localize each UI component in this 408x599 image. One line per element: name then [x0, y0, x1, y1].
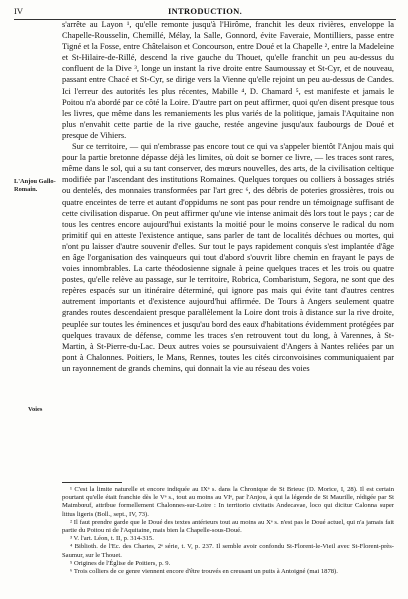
footnote: ⁴ Biblioth. de l'Ec. des Chartes, 2ᵉ série, t. V, p. 237. Il semble avoir confondu St-Florent-le-Vieil avec St-Florent-près-Saumur, sur le Thouet. — [62, 543, 394, 559]
body-text — [62, 19, 394, 374]
margin-note-anjou: L'Anjou Gallo-Romain. — [14, 178, 56, 193]
footnotes — [62, 486, 394, 576]
footnote: ⁶ Trois colliers de ce genre viennent encore d'être trouvés en creusant un puits à Antoigné (mai 1878). — [70, 568, 338, 576]
paragraph: s'arrête au Layon ¹, qu'elle remonte jusqu'à l'Hirôme, franchit les deux rivières, enveloppe la Chapelle-Rousselin, Chemillé, Mélay, la Salle, Gonnord, évite Faveraie, Montilliers, passe entre Tigné et la Fosse, entre Châtelaison et Concourson, entre Doué et la Chapelle ², entre la Madeleine et St-Hilaire-de-Rillé, descend la rive gauche du Thouet, qu'elle franchit un peu au-dessus du confluent de la Dive ³, longe un instant la rive droite entre Saumoussay et St-Cyr, et de nouveau, passant entre Chacé et St-Cyr, se dirige vers la Vienne qu'elle rejoint un peu au-dessus de Candes. Ici l'erreur des autorités les plus récentes, Mabille ⁴, D. Chamard ⁵, est manifeste et jamais le Poitou n'a abordé par ce côté la Loire. D'autre part on peut affirmer, quoi qu'en disent presque tous les livres, que même dans les remaniements les plus variés de la politique, jamais l'Aquitaine non plus n'envahit cette partie de la rive gauche, restée angevine jusqu'aux faubourgs de Doué et presque de Vihiers. — [62, 20, 394, 140]
footnote: ³ V. l'art. Léon, t. II, p. 314-315. — [70, 535, 154, 543]
paragraph: Sur ce territoire, — qui n'embrasse pas encore tout ce qui va s'appeler bientôt l'Anjou mais qui pour la partie bretonne dépasse déjà les limites, où doit se borner ce livre, — les traces sont rares, même dans le sol, qui a su tant conserver, des mœurs nouvelles, des arts, de la civilisation celtique modifiée par l'ascendant des institutions Romaines. Quelques torques ou colliers à bossages striés ou dentelés, des monnaies transformées par l'art grec ⁶, des débris de poteries grossières, trois ou quatre enceintes de terre et autant d'oppidums ne sont pas pour rendre un témoignage suffisant de cette civilisation disparue. On peut affirmer qu'une vie intense animait dès lors tout le pays ; car de tous les centres encore aujourd'hui existants la moitié pour le moins conserve le radical du nom primitif qui en atteste l'existence antique, sans parler de tant de localités déchues ou mortes, qui n'ont pu laisser d'autre souvenir d'elles. Sur tout le pays rapidement conquis s'est implantée d'âge en âge l'organisation des vainqueurs qui tout d'abord s'ouvrit libre chemin en frayant le pays de voies innombrables. La carte théodosienne signale à peine quelques traces et les trois ou quatre postes, qu'elle relève au passage, sur le territoire, Robrica, Combaristum, Segora, ne sont que des repères espacés sur un itinéraire déterminé, qui ignore pas mais qui évite tant d'autres centres autrement importants et d'existence aujourd'hui affirmée. De Tours à Angers seulement quatre grandes routes descendaient presque parallèlement la Loire dont trois à distance sur la rive droite, peuplée sur toutes les éminences et jusqu'au bord des eaux d'habitations évidemment protégées par quelques travaux de défense, comme les traces s'en retrouvent tout du long, à Varennes, à St-Martin, à St-Pierre-du-Lac. Deux autres voies se poursuivaient d'Angers à Nantes reliées par un pont à Chalonnes. Poitiers, le Mans, Rennes, toutes les cités circonvoisines communiquaient par un rayonnement de grands chemins, qui donnait la vie au réseau des voies — [62, 142, 394, 373]
footnote: ¹ C'est la limite naturelle et encore indiquée au IXᵉ s. dans la Chronique de St Brieuc (D. Morice, I, 28). Il est certain pourtant qu'elle était franchie dès le Vᵉ s., tout au moins au VIᵉ, par l'Anjou, à qui la légende de St Maurille, rédigée par St Maimbœuf, attribue formellement Chalonnes-sur-Loire : In territorio civitatis Andecavae, loco qui dicitur Calonna super littus ligeris (Boll., sept., IV, 73). — [62, 486, 394, 518]
page-header — [14, 6, 396, 20]
running-title: INTRODUCTION. — [167, 6, 243, 16]
footnote-rule — [62, 482, 122, 483]
page-number: IV — [14, 6, 23, 16]
footnote: ⁵ Origines de l'Église de Poitiers, p. 9. — [70, 559, 171, 567]
margin-note-voies: Voies — [28, 406, 43, 413]
footnote: ² Il faut prendre garde que le Doué des textes antérieurs tout au moins au Xᵉ s. n'est pas le Doué actuel, qui n'a jamais fait partie du Poitou ni de l'Aquitaine, mais bien la Chapelle-sous-Doué. — [62, 518, 394, 535]
